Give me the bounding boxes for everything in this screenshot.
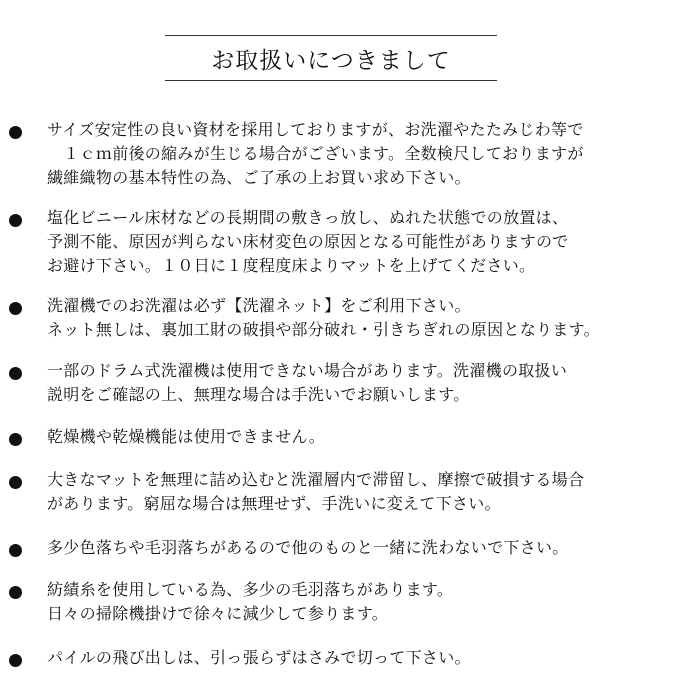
bullet-icon <box>9 654 22 667</box>
note-line: 乾燥機や乾燥機能は使用できません。 <box>47 427 326 446</box>
note-line: 予測不能、原因が判らない床材変色の原因となる可能性がありますので <box>47 232 569 251</box>
bullet-icon <box>9 126 22 139</box>
note-line: があります。窮屈な場合は無理せず、手洗いに変えて下さい。 <box>47 494 501 513</box>
note-line: 繊維織物の基本特性の為、ご了承の上お買い求め下さい。 <box>47 168 471 187</box>
bullet-icon <box>9 214 22 227</box>
note-line: お避け下さい。１０日に１度程度床よりマットを上げてください。 <box>47 256 536 275</box>
note-line: 日々の掃除機掛けで徐々に減少して参ります。 <box>47 604 389 623</box>
note-line: パイルの飛び出しは、引っ張らずはさみで切って下さい。 <box>47 648 471 667</box>
note-line: 塩化ビニール床材などの長期間の敷きっ放し、ぬれた状態での放置は、 <box>47 208 569 227</box>
note-line: 紡績糸を使用している為、多少の毛羽落ちがあります。 <box>47 580 454 599</box>
note-line: 多少色落ちや毛羽落ちがあるので他のものと一緒に洗わないで下さい。 <box>47 538 569 557</box>
note-line: ネット無しは、裏加工財の破損や部分破れ・引きちぎれの原因となります。 <box>47 320 600 339</box>
bullet-icon <box>9 302 22 315</box>
bullet-icon <box>9 367 22 380</box>
bullet-icon <box>9 476 22 489</box>
page-title: お取扱いにつきまして <box>211 47 451 74</box>
note-line: 洗濯機でのお洗濯は必ず【洗濯ネット】をご利用下さい。 <box>47 296 471 315</box>
note-line: 一部のドラム式洗濯機は使用できない場合があります。洗濯機の取扱い <box>47 361 568 380</box>
bullet-icon <box>9 433 22 446</box>
note-line: 大きなマットを無理に詰め込むと洗濯層内で滞留し、摩擦で破損する場合 <box>47 470 585 489</box>
bullet-icon <box>9 544 22 557</box>
note-line: サイズ安定性の良い資材を採用しておりますが、お洗濯やたたみじわ等で <box>47 120 584 139</box>
note-line: 説明をご確認の上、無理な場合は手洗いでお願いします。 <box>47 385 470 404</box>
note-line: １ｃｍ前後の縮みが生じる場合がございます。全数検尺しておりますが <box>47 144 584 163</box>
bullet-icon <box>9 586 22 599</box>
